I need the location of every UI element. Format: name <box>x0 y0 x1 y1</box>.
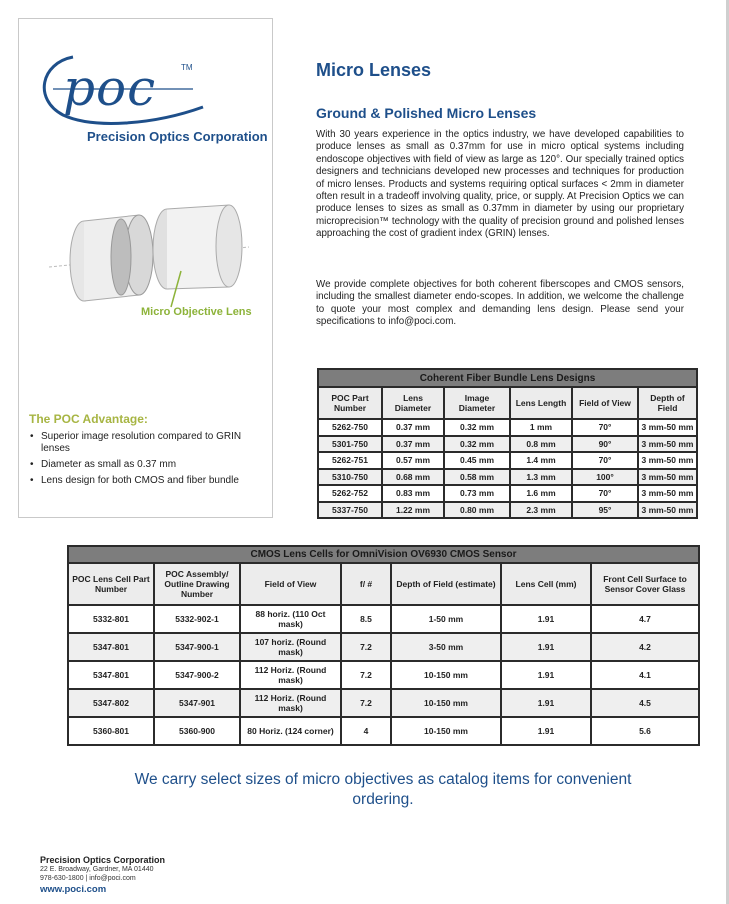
table-cell: 90° <box>572 436 638 453</box>
table-cell: 0.45 mm <box>444 452 510 469</box>
table-cell: 1.91 <box>501 689 591 717</box>
lens-caption: Micro Objective Lens <box>141 306 252 318</box>
column-header: POC Assembly/ Outline Drawing Number <box>154 563 240 605</box>
table-cell: 3-50 mm <box>391 633 501 661</box>
column-header: f/ # <box>341 563 391 605</box>
table-cell: 10-150 mm <box>391 661 501 689</box>
table-cell: 3 mm-50 mm <box>638 419 697 436</box>
table-cell: 0.37 mm <box>382 419 444 436</box>
section-title: Ground & Polished Micro Lenses <box>316 105 537 121</box>
table-cell: 10-150 mm <box>391 689 501 717</box>
table-cell: 1.91 <box>501 717 591 745</box>
column-header: Front Cell Surface to Sensor Cover Glass <box>591 563 699 605</box>
footer-address: 22 E. Broadway, Gardner, MA 01440 <box>40 866 154 873</box>
table-cell: 80 Horiz. (124 corner) <box>240 717 341 745</box>
advantage-list <box>29 431 269 491</box>
company-logo <box>33 49 268 159</box>
table-cell: 4.7 <box>591 605 699 633</box>
table-cell: 4.5 <box>591 689 699 717</box>
column-header: Image Diameter <box>444 387 510 419</box>
table-cell: 4.2 <box>591 633 699 661</box>
sidebar-panel <box>18 18 273 518</box>
intro-paragraph: With 30 years experience in the optics industry, we have developed capabilities to produce lenses as small as 0.37mm for use in micro optical systems including endoscope objectives with field of view as large as 120°. Our specially trained optics designers and technicians developed new processes and techniques for production of micro lenses. Products and systems requiring optical surfaces < 2mm in diameter often result in a tradeoff involving quality, price, or supply. At Precision Optics we can produce lenses to sizes as small as 0.37mm in diameter by using our proprietary microprecision™ technology with the quality of precision ground and polished lenses approaching the cost of gradient index (GRIN) lenses. <box>316 129 684 240</box>
table-cell: 0.68 mm <box>382 469 444 486</box>
table-row <box>68 605 699 633</box>
advantage-title: The POC Advantage: <box>29 412 148 426</box>
logo-wordmark: poc <box>63 59 157 117</box>
table-cell: 7.2 <box>341 633 391 661</box>
table-cell: 1-50 mm <box>391 605 501 633</box>
list-item: • Lens design for both CMOS and fiber bundle <box>29 475 269 487</box>
column-header: Depth of Field <box>638 387 697 419</box>
table-row <box>318 452 697 469</box>
table-cell: 100° <box>572 469 638 486</box>
footer-company-name: Precision Optics Corporation <box>40 855 166 865</box>
table-cell: 70° <box>572 452 638 469</box>
table-cell: 0.83 mm <box>382 485 444 502</box>
table-cell: 7.2 <box>341 689 391 717</box>
table-cell: 10-150 mm <box>391 717 501 745</box>
table-cell: 0.73 mm <box>444 485 510 502</box>
table-cell: 2.3 mm <box>510 502 572 519</box>
fiber-bundle-table <box>317 368 698 519</box>
table-row <box>318 469 697 486</box>
column-header: Field of View <box>240 563 341 605</box>
table-cell: 3 mm-50 mm <box>638 436 697 453</box>
page-title: Micro Lenses <box>316 60 432 80</box>
table-cell: 107 horiz. (Round mask) <box>240 633 341 661</box>
table-cell: 1 mm <box>510 419 572 436</box>
table-cell: 8.5 <box>341 605 391 633</box>
table-cell: 5347-900-1 <box>154 633 240 661</box>
table-row <box>318 436 697 453</box>
micro-lens-icon <box>49 199 249 309</box>
footer-contact: 978-630-1800 | info@poci.com <box>40 875 136 882</box>
table-cell: 1.91 <box>501 605 591 633</box>
column-header: Field of View <box>572 387 638 419</box>
objectives-paragraph: We provide complete objectives for both coherent fiberscopes and CMOS sensors, including the smallest diameter endo-scopes. In addition, we welcome the challenge to quote your most complex and demanding lens design. Please send your specifications to info@poci.com. <box>316 279 684 328</box>
column-header: Lens Diameter <box>382 387 444 419</box>
table-cell: 70° <box>572 419 638 436</box>
table-cell: 3 mm-50 mm <box>638 485 697 502</box>
table-cell: 5262-752 <box>318 485 382 502</box>
table-cell: 0.58 mm <box>444 469 510 486</box>
footer <box>40 855 165 895</box>
table-cell: 4 <box>341 717 391 745</box>
table-caption: CMOS Lens Cells for OmniVision OV6930 CMOS Sensor <box>68 546 699 563</box>
catalog-note: We carry select sizes of micro objectives as catalog items for convenient ordering. <box>134 771 632 808</box>
table-cell: 112 Horiz. (Round mask) <box>240 689 341 717</box>
table-row <box>318 419 697 436</box>
list-item: • Diameter as small as 0.37 mm <box>29 459 269 471</box>
logo-trademark: TM <box>181 63 193 72</box>
table-row <box>68 717 699 745</box>
table-cell: 5301-750 <box>318 436 382 453</box>
table-cell: 5360-801 <box>68 717 154 745</box>
table-cell: 5347-801 <box>68 633 154 661</box>
table-cell: 5332-801 <box>68 605 154 633</box>
table-cell: 70° <box>572 485 638 502</box>
table-cell: 0.32 mm <box>444 436 510 453</box>
table-cell: 3 mm-50 mm <box>638 502 697 519</box>
table-cell: 5262-750 <box>318 419 382 436</box>
table-cell: 1.91 <box>501 661 591 689</box>
column-header: POC Part Number <box>318 387 382 419</box>
table-cell: 5310-750 <box>318 469 382 486</box>
table-row <box>68 689 699 717</box>
cmos-lens-table <box>67 545 700 746</box>
table-cell: 0.80 mm <box>444 502 510 519</box>
column-header: POC Lens Cell Part Number <box>68 563 154 605</box>
column-header: Depth of Field (estimate) <box>391 563 501 605</box>
table-cell: 0.37 mm <box>382 436 444 453</box>
table-cell: 1.6 mm <box>510 485 572 502</box>
table-cell: 0.32 mm <box>444 419 510 436</box>
table-cell: 5332-902-1 <box>154 605 240 633</box>
table-row <box>318 485 697 502</box>
table-cell: 1.3 mm <box>510 469 572 486</box>
logo-company-name: Precision Optics Corporation <box>87 129 268 144</box>
table-cell: 0.57 mm <box>382 452 444 469</box>
column-header: Lens Cell (mm) <box>501 563 591 605</box>
table-cell: 1.4 mm <box>510 452 572 469</box>
table-cell: 5347-900-2 <box>154 661 240 689</box>
table-cell: 88 horiz. (110 Oct mask) <box>240 605 341 633</box>
footer-website-link[interactable]: www.poci.com <box>40 884 107 895</box>
table-cell: 95° <box>572 502 638 519</box>
list-item: • Superior image resolution compared to GRIN lenses <box>29 431 269 455</box>
table-cell: 3 mm-50 mm <box>638 452 697 469</box>
table-cell: 5.6 <box>591 717 699 745</box>
table-row <box>318 502 697 519</box>
table-cell: 112 Horiz. (Round mask) <box>240 661 341 689</box>
table-row <box>68 633 699 661</box>
table-cell: 5347-801 <box>68 661 154 689</box>
table-cell: 3 mm-50 mm <box>638 469 697 486</box>
table-cell: 1.91 <box>501 633 591 661</box>
column-header: Lens Length <box>510 387 572 419</box>
table-cell: 5262-751 <box>318 452 382 469</box>
table-cell: 5347-901 <box>154 689 240 717</box>
table-caption: Coherent Fiber Bundle Lens Designs <box>318 369 697 387</box>
table-cell: 0.8 mm <box>510 436 572 453</box>
table-cell: 5337-750 <box>318 502 382 519</box>
table-cell: 5347-802 <box>68 689 154 717</box>
table-cell: 7.2 <box>341 661 391 689</box>
table-cell: 1.22 mm <box>382 502 444 519</box>
table-cell: 4.1 <box>591 661 699 689</box>
table-cell: 5360-900 <box>154 717 240 745</box>
table-row <box>68 661 699 689</box>
